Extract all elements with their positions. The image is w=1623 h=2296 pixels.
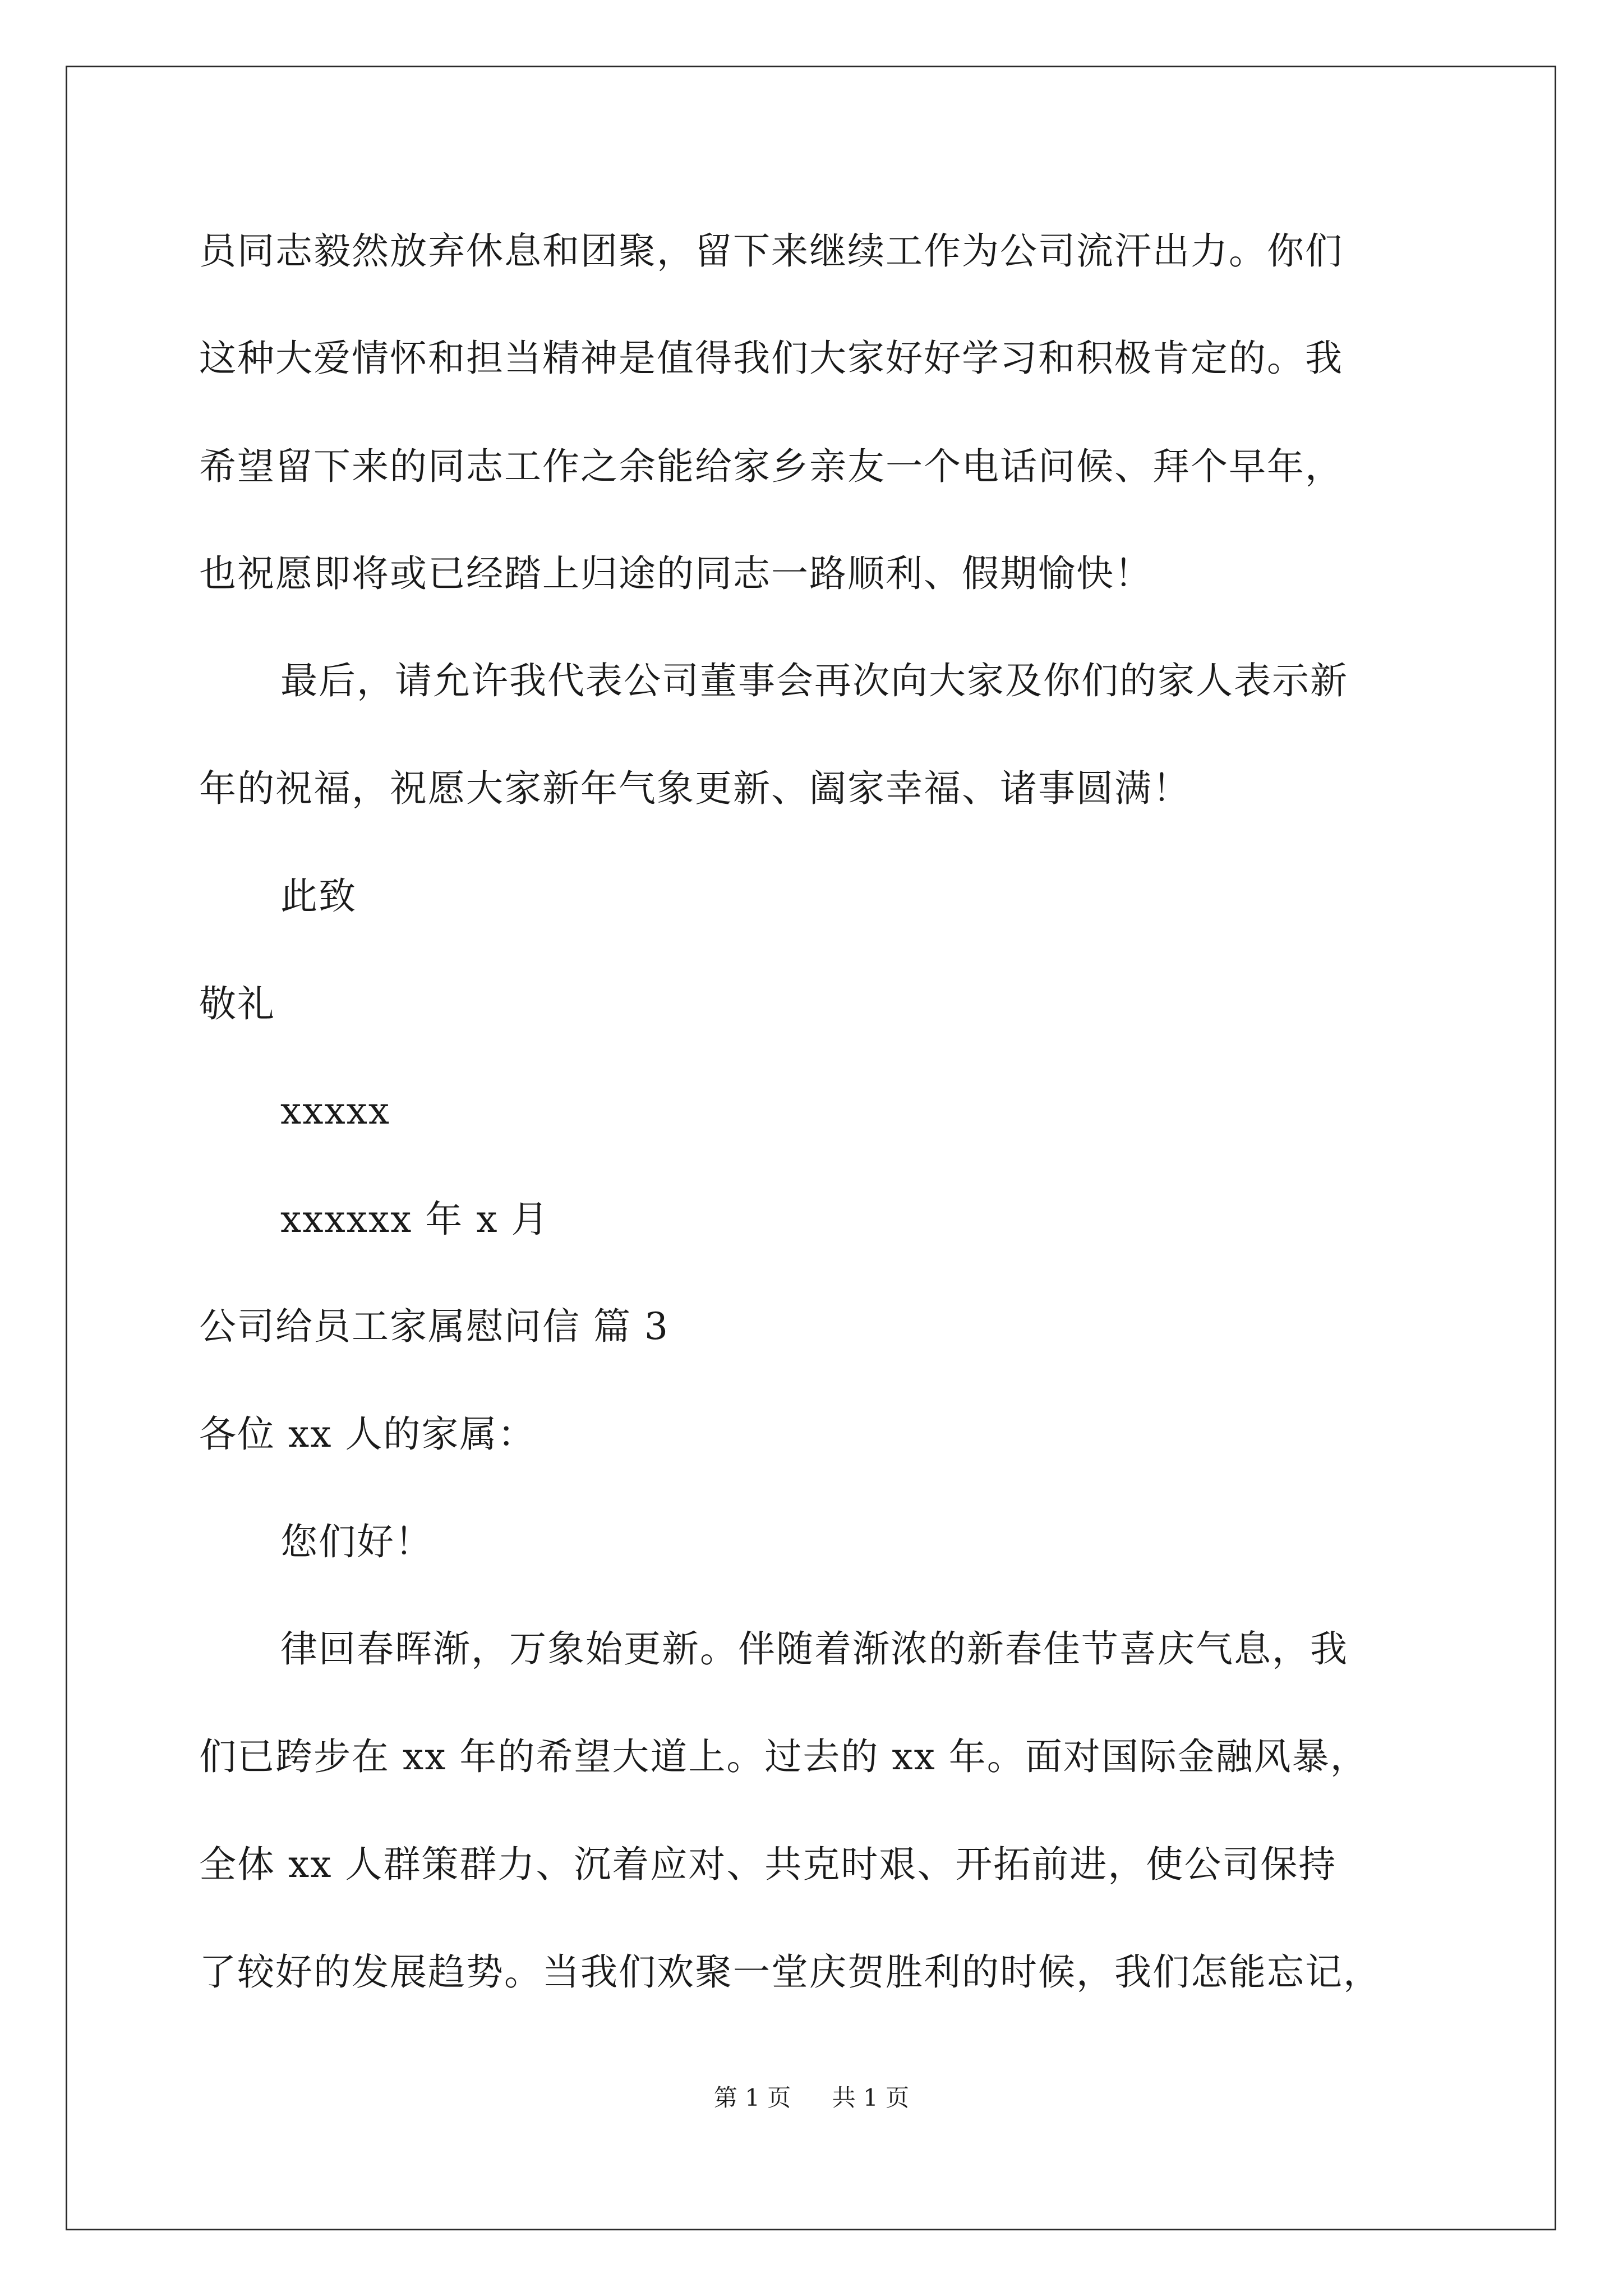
- section-title: 公司给员工家属慰问信 篇 3: [199, 1305, 669, 1348]
- signature-date: xxxxxx 年 x 月: [280, 1198, 550, 1241]
- salutation-cizhi: 此致: [280, 875, 357, 918]
- body-line-5: 最后，请允许我代表公司董事会再次向大家及你们的家人表示新: [280, 659, 1348, 702]
- page-frame: [66, 66, 1556, 2230]
- body-line-1: 员同志毅然放弃休息和团聚，留下来继续工作为公司流汗出力。你们: [199, 229, 1343, 273]
- letter-hello: 您们好！: [280, 1520, 433, 1563]
- body-line-3: 希望留下来的同志工作之余能给家乡亲友一个电话问候、拜个早年，: [199, 445, 1343, 488]
- signature-name: xxxxx: [280, 1089, 391, 1133]
- page-footer: [0, 2084, 1623, 2112]
- body-line-15: 们已跨步在 xx 年的希望大道上。过去的 xx 年。面对国际金融风暴，: [199, 1735, 1368, 1778]
- page-total: 共 1 页: [832, 2084, 910, 2111]
- salutation-jingli: 敬礼: [199, 982, 275, 1025]
- body-line-16: 全体 xx 人群策群力、沉着应对、共克时艰、开拓前进，使公司保持: [199, 1843, 1337, 1886]
- body-line-14: 律回春晖渐，万象始更新。伴随着渐浓的新春佳节喜庆气息，我: [280, 1627, 1348, 1671]
- page-number: 第 1 页: [713, 2084, 791, 2111]
- body-line-4: 也祝愿即将或已经踏上归途的同志一路顺利、假期愉快！: [199, 552, 1152, 595]
- body-line-17: 了较好的发展趋势。当我们欢聚一堂庆贺胜利的时候，我们怎能忘记，: [199, 1950, 1381, 1994]
- letter-greeting: 各位 xx 人的家属：: [199, 1412, 536, 1456]
- body-line-6: 年的祝福，祝愿大家新年气象更新、阖家幸福、诸事圆满！: [199, 767, 1191, 810]
- body-line-2: 这种大爱情怀和担当精神是值得我们大家好好学习和积极肯定的。我: [199, 337, 1343, 380]
